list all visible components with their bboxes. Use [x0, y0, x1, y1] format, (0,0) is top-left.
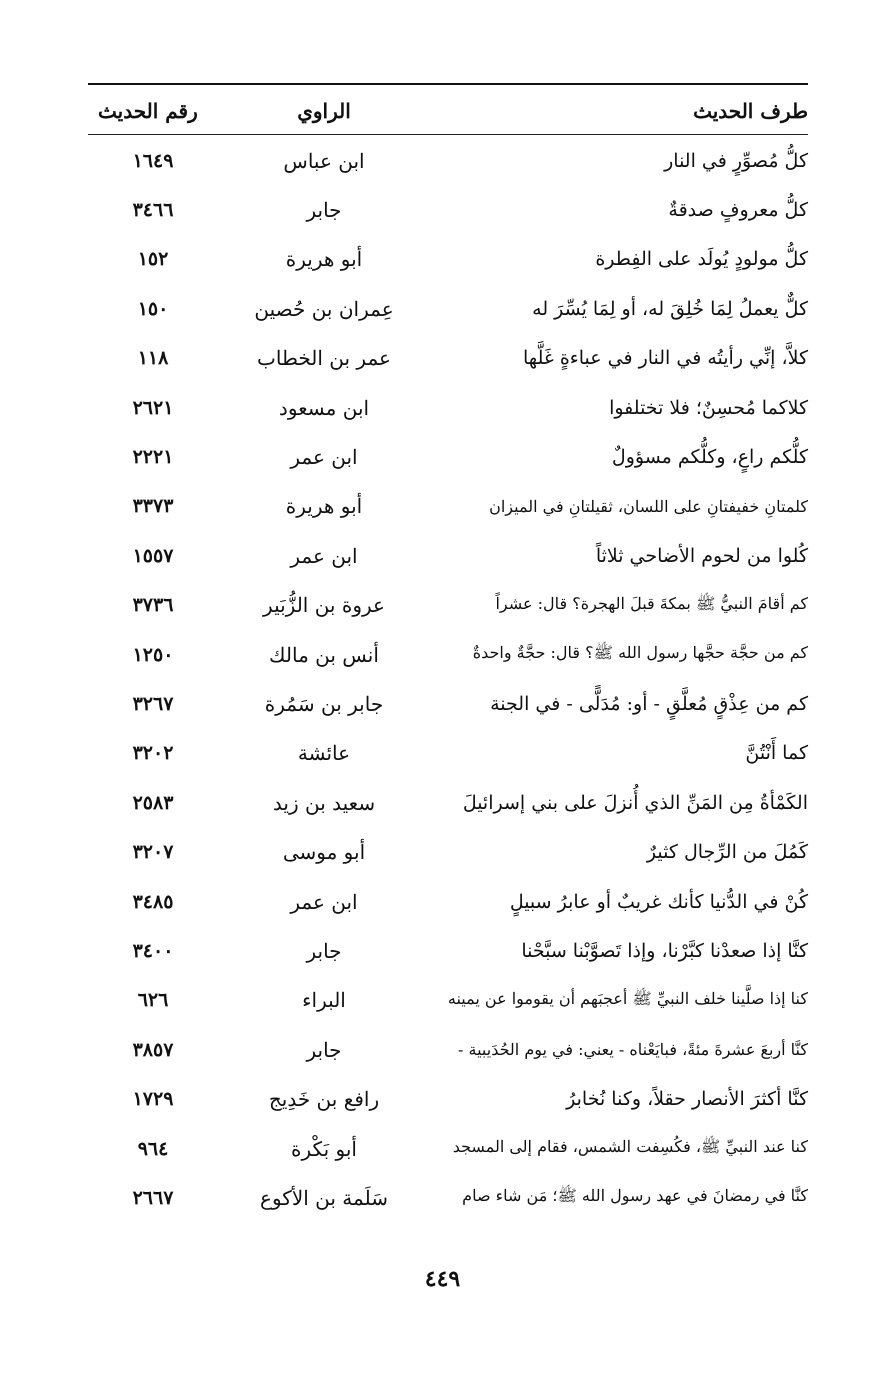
page-number: ٤٤٩: [424, 1266, 461, 1292]
hadith-text: كنا عند النبيِّ ﷺ، فكُسِفت الشمس، فقام إلى المسجد: [452, 1137, 808, 1156]
table-row: [88, 185, 808, 234]
table-row: [88, 334, 808, 383]
table-row: [88, 284, 808, 333]
table-row: [88, 877, 808, 926]
narrator-name: رافع بن خَدِيج: [268, 1087, 380, 1112]
hadith-number: ١٢٥٠: [132, 643, 174, 666]
hadith-text: كنَّا في رمضانَ في عهد رسول الله ﷺ؛ مَن شاء صام: [462, 1186, 808, 1206]
hadith-text: كُنْ في الدُّنيا كأنك غريبٌ أو عابرُ سبيلٍ: [509, 890, 808, 913]
hadith-text: كلُّ مولودٍ يُولَد على الفِطرة: [595, 248, 808, 271]
table-row: [88, 679, 808, 728]
hadith-number: ٣٧٣٦: [132, 594, 174, 617]
hadith-text: كلُّ معروفٍ صدقةٌ: [668, 199, 808, 222]
hadith-number: ٦٢٦: [137, 989, 169, 1012]
hadith-number: ٣٢٠٧: [132, 841, 174, 864]
header-hadith: طرف الحديث: [693, 99, 808, 123]
narrator-name: جابر بن سَمُرة: [264, 691, 384, 716]
hadith-text: كنَّا أربعَ عشرةَ مئةً، فبايَعْناه - يعني: في يوم الحُدَيبية -: [458, 1040, 808, 1060]
header-number: رقم الحديث: [98, 99, 198, 123]
hadith-number: ١٥٠: [137, 297, 169, 320]
narrator-name: ابن عمر: [290, 543, 358, 568]
hadith-number: ١٥٥٧: [132, 544, 174, 567]
hadith-text: كنَّا إذا صعدْنا كبَّرْنا، وإذا تَصوَّبْنا سبَّحْنا: [521, 939, 808, 962]
table-row: [88, 630, 808, 679]
hadith-index-table: [88, 88, 808, 1223]
narrator-name: سَلَمة بن الأكوع: [260, 1185, 388, 1210]
hadith-number: ٣٤٦٦: [132, 199, 174, 222]
hadith-text: كم أقامَ النبيُّ ﷺ بمكةَ قبلَ الهجرة؟ قال: عشراً: [495, 593, 808, 613]
hadith-number: ٢٥٨٣: [132, 791, 174, 814]
table-row: [88, 1074, 808, 1123]
hadith-number: ٣٨٥٧: [132, 1038, 174, 1061]
table-row: [88, 235, 808, 284]
table-row: [88, 926, 808, 975]
table-row: [88, 976, 808, 1025]
table-row: [88, 729, 808, 778]
table-row: [88, 482, 808, 531]
hadith-text: كَمُلَ من الرِّجال كثيرٌ: [646, 841, 808, 864]
narrator-name: البراء: [302, 988, 346, 1013]
hadith-text: الكَمْأةُ مِن المَنِّ الذي أُنزلَ على بني إسرائيلَ: [462, 791, 808, 814]
table-row: [88, 827, 808, 876]
narrator-name: جابر: [306, 1037, 342, 1062]
top-rule: [88, 83, 808, 85]
narrator-name: أنس بن مالك: [269, 642, 379, 667]
hadith-number: ٣٣٧٣: [132, 495, 174, 518]
narrator-name: عروة بن الزُّبَير: [263, 593, 385, 618]
hadith-number: ٢٢٢١: [132, 446, 174, 469]
narrator-name: جابر: [306, 938, 342, 963]
hadith-number: ٣٢٠٢: [132, 742, 174, 765]
narrator-name: أبو بَكْرة: [291, 1136, 357, 1161]
hadith-number: ١٥٢: [137, 248, 169, 271]
narrator-name: أبو موسى: [282, 840, 366, 865]
hadith-number: ١٧٢٩: [132, 1088, 174, 1111]
narrator-name: جابر: [306, 198, 342, 223]
hadith-text: كلُّ مُصوِّرٍ في النار: [664, 149, 808, 172]
hadith-text: كلٌّ يعملُ لِمَا خُلِقَ له، أو لِمَا يُسِّرَ له: [532, 297, 808, 320]
hadith-number: ٢٦٦٧: [132, 1186, 174, 1209]
hadith-number: ٣٤٠٠: [132, 939, 174, 962]
narrator-name: ابن عباس: [283, 148, 365, 173]
hadith-number: ١١٨: [137, 347, 169, 370]
hadith-text: كلُّكم راعٍ، وكلُّكم مسؤولٌ: [611, 446, 808, 469]
narrator-name: عائشة: [297, 741, 351, 766]
narrator-name: أبو هريرة: [285, 247, 363, 272]
hadith-text: كم من حجَّة حجَّها رسول الله ﷺ؟ قال: حجَّةٌ واحدةٌ: [472, 643, 808, 663]
table-row: [88, 1173, 808, 1222]
narrator-name: عمر بن الخطاب: [257, 346, 391, 371]
narrator-name: ابن مسعود: [278, 395, 370, 420]
table-row: [88, 1124, 808, 1173]
hadith-text: كم من عِذْقٍ مُعلَّقٍ - أو: مُدَلًّى - في الجنة: [490, 692, 808, 715]
table-row: [88, 1025, 808, 1074]
narrator-name: عِمران بن حُصين: [254, 296, 394, 321]
table-header: [88, 88, 808, 134]
narrator-name: سعيد بن زيد: [272, 790, 376, 815]
table-row: [88, 531, 808, 580]
hadith-number: ٣٢٦٧: [132, 692, 174, 715]
hadith-text: كلاَّ، إنِّي رأيتُه في النار في عباءةٍ غَلَّها: [523, 347, 808, 370]
table-row: [88, 432, 808, 481]
table-row: [88, 383, 808, 432]
hadith-text: كلاكما مُحسِنٌ؛ فلا تختلفوا: [609, 396, 808, 419]
hadith-number: ٢٦٢١: [132, 396, 174, 419]
table-body: [88, 136, 808, 1223]
narrator-name: ابن عمر: [290, 445, 358, 470]
table-row: [88, 778, 808, 827]
hadith-text: كُلوا من لحوم الأضاحي ثلاثاً: [595, 544, 808, 567]
narrator-name: ابن عمر: [290, 889, 358, 914]
hadith-text: كنا إذا صلَّينا خلف النبيِّ ﷺ أعجبَهم أن يقوموا عن يمينه: [447, 988, 808, 1008]
hadith-number: ١٦٤٩: [132, 149, 174, 172]
narrator-name: أبو هريرة: [285, 494, 363, 519]
table-row: [88, 581, 808, 630]
table-row: [88, 136, 808, 185]
header-narrator: الراوي: [297, 99, 351, 123]
hadith-text: كنَّا أكثرَ الأنصار حقلاً، وكنا نُخابرُ: [566, 1088, 808, 1111]
hadith-text: كما أَنْتُنَّ: [745, 742, 808, 765]
hadith-number: ٣٤٨٥: [132, 890, 174, 913]
hadith-number: ٩٦٤: [137, 1137, 169, 1160]
hadith-text: كلمتانِ خفيفتانِ على اللسان، ثقيلتانِ في الميزان: [489, 496, 808, 516]
